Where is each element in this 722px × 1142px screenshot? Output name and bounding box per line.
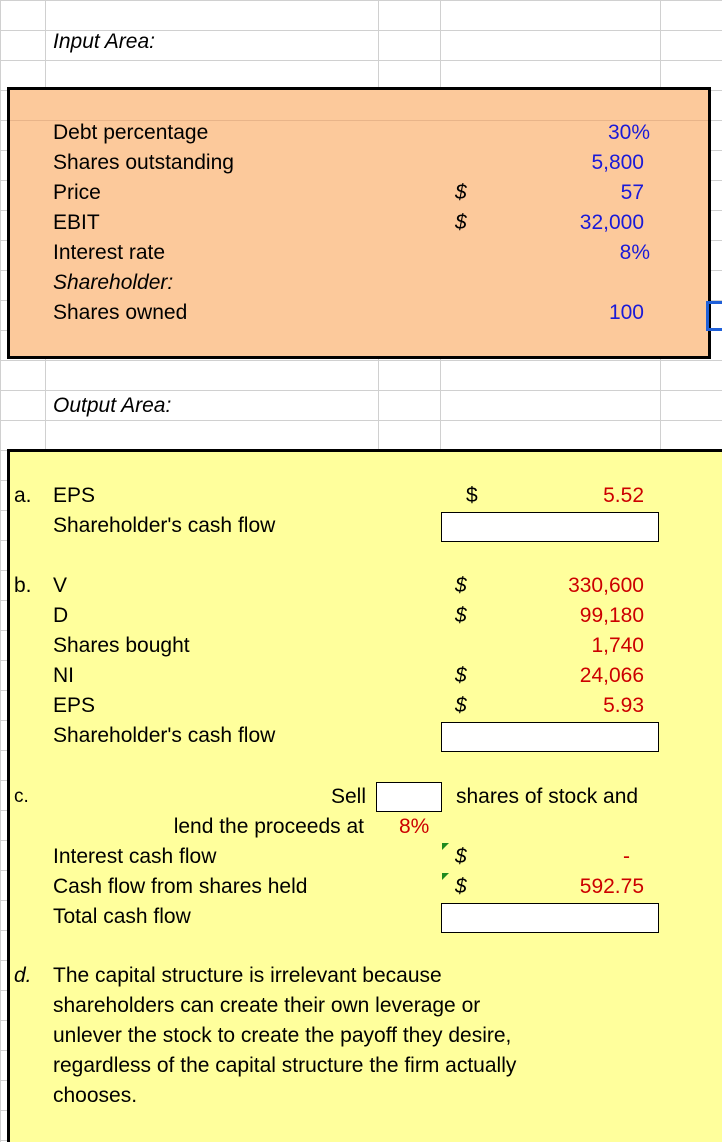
c-shares-held-label: Cash flow from shares held [53, 875, 308, 898]
b-eps-value: 5.93 [603, 694, 644, 717]
section-b-letter: b. [14, 574, 32, 597]
input-label-shares-owned: Shares owned [53, 301, 188, 324]
input-value-ebit[interactable]: 32,000 [579, 211, 644, 234]
a-eps-label: EPS [53, 484, 96, 507]
b-cash-flow-label: Shareholder's cash flow [53, 724, 276, 747]
selected-cell-indicator[interactable] [706, 301, 722, 331]
section-a-letter: a. [14, 484, 32, 507]
c-interest-label: Interest cash flow [53, 845, 217, 868]
input-value-shares-owned[interactable]: 100 [608, 301, 644, 324]
c-sell-answer-cell[interactable] [376, 782, 442, 812]
input-label-debt-percentage: Debt percentage [53, 121, 209, 144]
cell-note-marker-icon [442, 843, 449, 850]
c-shares-held-value: 592.75 [579, 875, 644, 898]
c-shares-text: shares of stock and [456, 785, 639, 808]
a-eps-value: 5.52 [603, 484, 644, 507]
b-shares-bought-value: 1,740 [591, 634, 644, 657]
input-label-shares-outstanding: Shares outstanding [53, 151, 234, 174]
b-v-currency: $ [455, 574, 467, 597]
b-ni-currency: $ [455, 664, 467, 687]
b-ni-label: NI [53, 664, 74, 687]
c-total-label: Total cash flow [53, 905, 191, 928]
b-v-value: 330,600 [568, 574, 644, 597]
input-value-interest-rate[interactable]: 8% [619, 241, 650, 264]
b-ni-value: 24,066 [579, 664, 644, 687]
section-d-letter: d. [14, 964, 32, 987]
b-eps-label: EPS [53, 694, 96, 717]
input-label-shareholder: Shareholder: [53, 271, 174, 294]
b-d-currency: $ [455, 604, 467, 627]
c-interest-value: - [623, 845, 630, 868]
b-shares-bought-label: Shares bought [53, 634, 190, 657]
input-area-title: Input Area: [53, 30, 155, 53]
a-eps-currency: $ [466, 484, 478, 507]
input-currency-ebit: $ [455, 211, 467, 234]
a-cash-flow-answer-cell[interactable] [441, 512, 659, 542]
c-lend-label: lend the proceeds at [173, 815, 364, 838]
c-lend-rate: 8% [399, 815, 430, 838]
input-value-debt-percentage[interactable]: 30% [607, 121, 650, 144]
a-cash-flow-label: Shareholder's cash flow [53, 514, 276, 537]
cell-note-marker-icon [442, 873, 449, 880]
input-currency-price: $ [455, 181, 467, 204]
section-c-letter: c. [14, 786, 29, 807]
c-total-answer-cell[interactable] [441, 903, 659, 933]
c-sell-label: Sell [330, 785, 366, 808]
input-label-ebit: EBIT [53, 211, 100, 234]
c-shares-held-currency: $ [455, 875, 467, 898]
output-area-title: Output Area: [53, 394, 172, 417]
b-d-label: D [53, 604, 69, 627]
b-eps-currency: $ [455, 694, 467, 717]
input-value-shares-outstanding[interactable]: 5,800 [591, 151, 644, 174]
input-value-price[interactable]: 57 [620, 181, 644, 204]
input-label-price: Price [53, 181, 101, 204]
input-label-interest-rate: Interest rate [53, 241, 166, 264]
b-cash-flow-answer-cell[interactable] [441, 722, 659, 752]
d-explanation-text: The capital structure is irrelevant because shareholders can create their own leverage or unlever the stock to create the payoff they desire, regardless of the capital structure the firm actually chooses. [53, 964, 517, 1107]
b-d-value: 99,180 [579, 604, 644, 627]
c-interest-currency: $ [455, 845, 467, 868]
b-v-label: V [53, 574, 68, 597]
